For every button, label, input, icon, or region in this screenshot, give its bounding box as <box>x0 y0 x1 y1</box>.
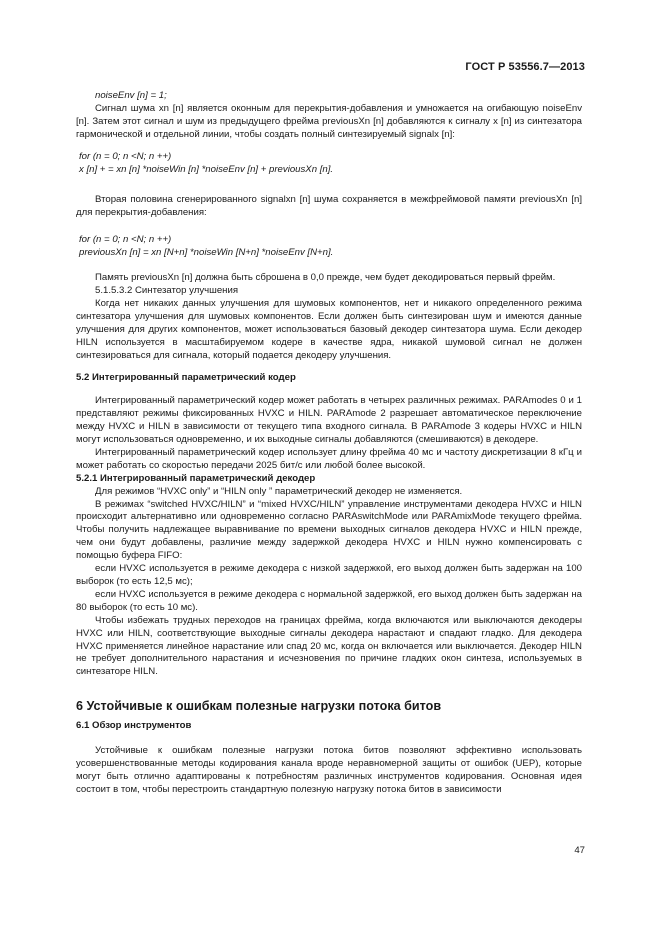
code-line: previousXn [n] = xn [N+n] *noiseWin [N+n] *noiseEnv [N+n]. <box>79 247 334 259</box>
paragraph: Интегрированный параметрический кодер использует длину фрейма 40 мс и частоту дискретизации 8 кГц и может работать со скоростью передачи 2025 бит/с или любой более высокой. <box>76 446 582 471</box>
paragraph: Когда нет никаких данных улучшения для шумовых компонентов, нет и никакого определенного режима синтезатора улучшения для шумовых компонентов. Если должен быть синтезирован шум и имеются данные улучшения для других компонентов, может использоваться базовый декодер синтезатора шума. Если декодер HILN используется в масштабируемом кодере в качестве ядра, никакой шумовой сигнал не должен синтезироваться для сигнала, который подается декодеру улучшения. <box>76 297 582 361</box>
code-line: for (n = 0; n <N; n ++) <box>79 150 172 162</box>
section-heading: 6.1 Обзор инструментов <box>76 720 192 732</box>
subsection-heading: 5.1.5.3.2 Синтезатор улучшения <box>95 284 239 296</box>
list-item: если HVXC используется в режиме декодера с низкой задержкой, его выход должен быть задержан на 100 выборок (то есть 12,5 мс); <box>76 563 582 587</box>
paragraph: Вторая половина сгенерированного signalxn [n] шума сохраняется в межфреймовой памяти previousXn [n] для перекрытия-добавления: <box>76 194 582 219</box>
code-line: noiseEnv [n] = 1; <box>95 90 167 101</box>
page-number: 47 <box>574 845 585 856</box>
standard-header: ГОСТ Р 53556.7—2013 <box>465 61 585 73</box>
code-line: x [n] + = xn [n] *noiseWin [n] *noiseEnv [n] + previousXn [n]. <box>79 163 334 175</box>
paragraph: Память previousXn [n] должна быть сброшена в 0,0 прежде, чем будет декодироваться первый фрейм. <box>95 272 556 284</box>
document-body <box>76 90 582 797</box>
paragraph: Устойчивые к ошибкам полезные нагрузки потока битов позволяют эффективно использовать усовершенствованные методы кодирования канала вроде неравномерной защиты от ошибок (UEP), которые могут быть отлично адаптированы к потребностям различных инструментов кодирования. Основная идея состоит в том, чтобы перестроить стандартную полезную нагрузку потока битов в зависимости <box>76 745 582 795</box>
paragraph: Интегрированный параметрический кодер может работать в четырех различных режимах. PARAmodes 0 и 1 представляют режимы фиксированных HVXC и HILN. PARAmode 2 разрешает автоматическое переключение между HVXC и HILN в зависимости от текущего типа входного сигнала. В PARAmode 3 кодеры HVXC и HILN могут использоваться одновременно, и их выходные сигналы добавляются (смешиваются) в декодере. <box>76 395 582 446</box>
paragraph: В режимах “switched HVXC/HILN” и “mixed HVXC/HILN” управление инструментами декодера HVXC и HILN происходит альтернативно или одновременно согласно PARAswitchMode или PARAmixMode текущего фрейма. Чтобы получить надлежащее выравнивание по времени выходных сигналов декодера HVXC и HILN прежде, чем они будут добавлены, различие между задержкой декодера HVXC и HILN нужно компенсировать с помощью буфера FIFO: <box>76 498 582 562</box>
section-heading: 5.2 Интегрированный параметрический кодер <box>76 372 296 384</box>
list-item: если HVXC используется в режиме декодера с нормальной задержкой, его выход должен быть задержан на 80 выборок (то есть 10 мс). <box>76 588 582 613</box>
chapter-heading: 6 Устойчивые к ошибкам полезные нагрузки потока битов <box>76 699 442 714</box>
paragraph: Сигнал шума xn [n] является оконным для перекрытия-добавления и умножается на огибающую noiseEnv [n]. Затем этот сигнал и шум из предыдущего фрейма previousXn [n] добавляются к сигналу x [n] из синтезатора гармонической и отдельной линии, чтобы создать полный синтезируемый signalx [n]: <box>76 102 582 140</box>
paragraph: Для режимов “HVXC only” и “HILN only ” параметрический декодер не изменяется. <box>95 485 463 497</box>
paragraph: Чтобы избежать трудных переходов на границах фрейма, когда включаются или выключаются декодеры HVXC или HILN, соответствующие выходные сигналы декодера нарастают и спадают гладко. Для декодера HVXC применяется линейное нарастание или спад 20 мс, когда он включается или выключается. Декодер HILN не требует дополнительного нарастания и исчезновения по причине гладких окон синтеза, используемых в синтезаторе HILN. <box>76 614 582 678</box>
section-heading: 5.2.1 Интегрированный параметрический декодер <box>76 472 316 484</box>
code-line: for (n = 0; n <N; n ++) <box>79 234 172 246</box>
